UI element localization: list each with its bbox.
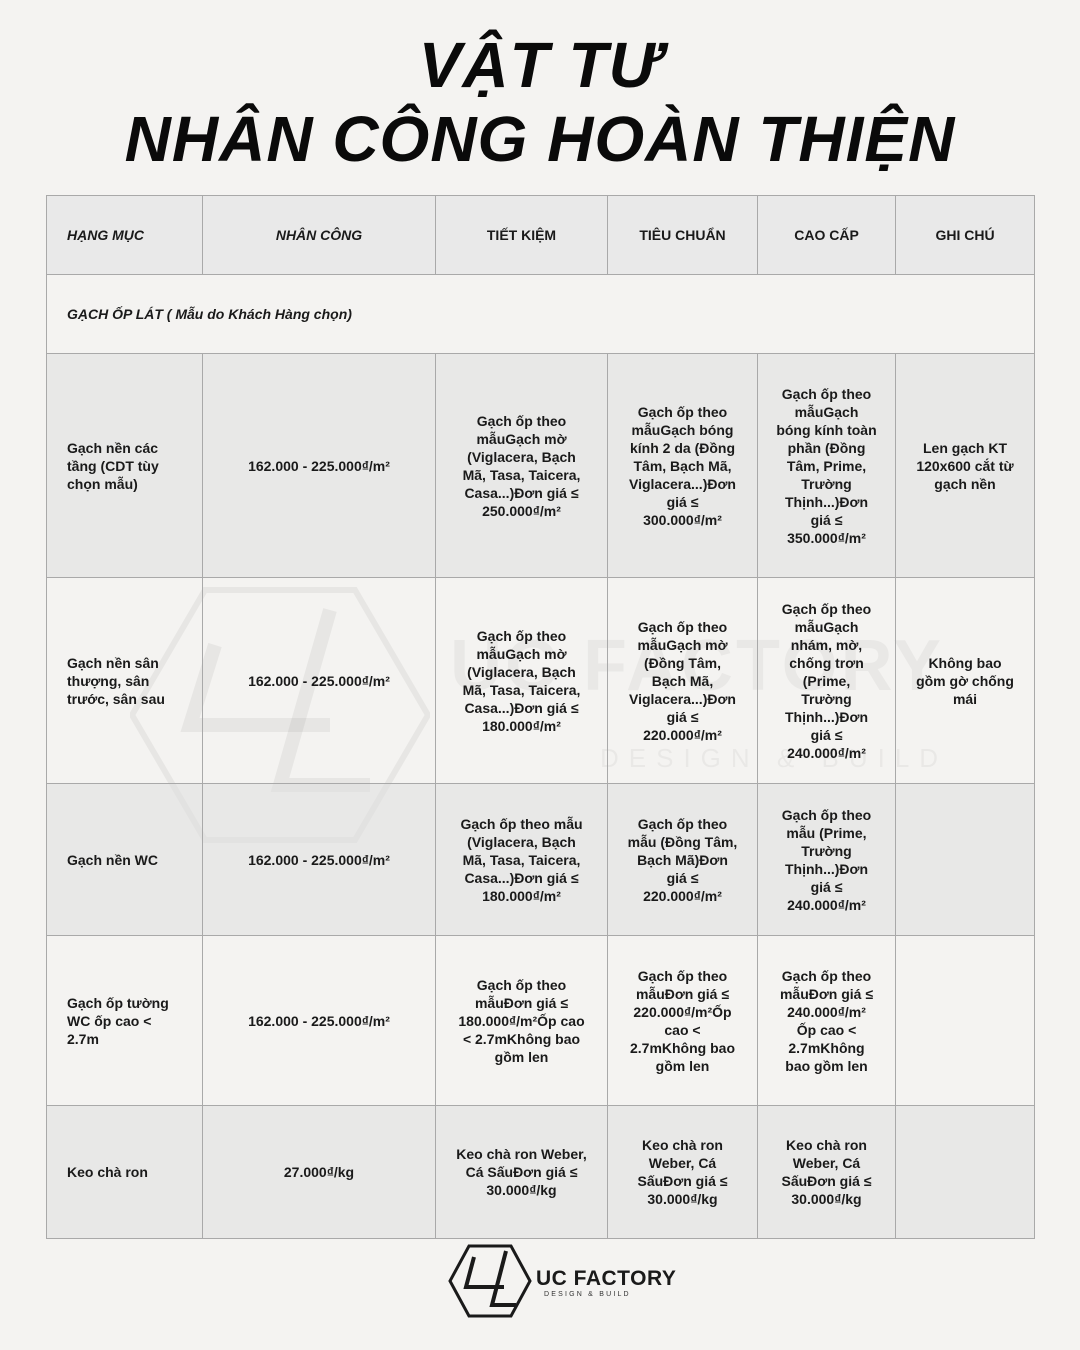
- table-row: [47, 578, 1035, 784]
- header-cao-cap: CAO CẤP: [758, 196, 896, 275]
- table-row: [47, 1106, 1035, 1239]
- cell-item: Gạch nền các tầng (CDT tùy chọn mẫu): [47, 354, 203, 578]
- cell-standard: Gạch ốp theo mẫu (Đồng Tâm, Bạch Mã)Đơn giá ≤ 220.000₫/m²: [608, 784, 758, 936]
- header-nhan-cong: NHÂN CÔNG: [203, 196, 436, 275]
- table-header-row: [47, 196, 1035, 275]
- cell-premium: Gạch ốp theo mẫuGạch bóng kính toàn phần (Đồng Tâm, Prime, Trường Thịnh...)Đơn giá ≤ 350.000₫/m²: [758, 354, 896, 578]
- cell-economy: Gạch ốp theo mẫuGạch mờ (Viglacera, Bạch Mã, Tasa, Taicera, Casa...)Đơn giá ≤ 250.000₫/m²: [436, 354, 608, 578]
- cell-item: Gạch nền sân thượng, sân trước, sân sau: [47, 578, 203, 784]
- table-row: [47, 784, 1035, 936]
- cell-standard: Keo chà ron Weber, Cá SấuĐơn giá ≤ 30.000₫/kg: [608, 1106, 758, 1239]
- cell-economy: Gạch ốp theo mẫuGạch mờ (Viglacera, Bạch Mã, Tasa, Taicera, Casa...)Đơn giá ≤ 180.000₫/m²: [436, 578, 608, 784]
- cell-economy: Gạch ốp theo mẫu (Viglacera, Bạch Mã, Tasa, Taicera, Casa...)Đơn giá ≤ 180.000₫/m²: [436, 784, 608, 936]
- cell-note: [896, 936, 1035, 1106]
- cell-note: [896, 1106, 1035, 1239]
- logo-tagline: DESIGN & BUILD: [544, 1291, 631, 1298]
- table-row: [47, 354, 1035, 578]
- cell-economy: Keo chà ron Weber, Cá SấuĐơn giá ≤ 30.000₫/kg: [436, 1106, 608, 1239]
- cell-labor: 162.000 - 225.000₫/m²: [203, 936, 436, 1106]
- cell-premium: Gạch ốp theo mẫuĐơn giá ≤ 240.000₫/m² Ốp cao < 2.7mKhông bao gồm len: [758, 936, 896, 1106]
- header-tiet-kiem: TIẾT KIỆM: [436, 196, 608, 275]
- uc-hexagon-logo-icon: [448, 1243, 532, 1319]
- cell-item: Gạch ốp tường WC ốp cao < 2.7m: [47, 936, 203, 1106]
- cell-premium: Gạch ốp theo mẫu (Prime, Trường Thịnh...)Đơn giá ≤ 240.000₫/m²: [758, 784, 896, 936]
- logo-brand: UC FACTORY: [536, 1267, 677, 1290]
- table-row: [47, 936, 1035, 1106]
- price-table: [46, 195, 1035, 1239]
- cell-standard: Gạch ốp theo mẫuGạch mờ (Đồng Tâm, Bạch Mã, Viglacera...)Đơn giá ≤ 220.000₫/m²: [608, 578, 758, 784]
- section-title: GẠCH ỐP LÁT ( Mẫu do Khách Hàng chọn): [47, 275, 1035, 354]
- cell-item: Gạch nền WC: [47, 784, 203, 936]
- cell-item: Keo chà ron: [47, 1106, 203, 1239]
- cell-economy: Gạch ốp theo mẫuĐơn giá ≤ 180.000₫/m²Ốp cao < 2.7mKhông bao gồm len: [436, 936, 608, 1106]
- header-hang-muc: HẠNG MỤC: [47, 196, 203, 275]
- cell-labor: 162.000 - 225.000₫/m²: [203, 578, 436, 784]
- cell-labor: 27.000₫/kg: [203, 1106, 436, 1239]
- header-tieu-chuan: TIÊU CHUẨN: [608, 196, 758, 275]
- section-row: [47, 275, 1035, 354]
- cell-premium: Keo chà ron Weber, Cá SấuĐơn giá ≤ 30.000₫/kg: [758, 1106, 896, 1239]
- title-line-1: VẬT TƯ: [418, 29, 662, 101]
- cell-note: [896, 784, 1035, 936]
- cell-premium: Gạch ốp theo mẫuGạch nhám, mờ, chống trơn (Prime, Trường Thịnh...)Đơn giá ≤ 240.000₫/m²: [758, 578, 896, 784]
- footer-logo: [448, 1243, 678, 1319]
- cell-note: Len gạch KT 120x600 cắt từ gạch nền: [896, 354, 1035, 578]
- page-title: [0, 28, 1080, 176]
- cell-labor: 162.000 - 225.000₫/m²: [203, 354, 436, 578]
- cell-labor: 162.000 - 225.000₫/m²: [203, 784, 436, 936]
- title-line-2: NHÂN CÔNG HOÀN THIỆN: [124, 103, 956, 175]
- cell-standard: Gạch ốp theo mẫuGạch bóng kính 2 da (Đồng Tâm, Bạch Mã, Viglacera...)Đơn giá ≤ 300.000₫/m²: [608, 354, 758, 578]
- cell-note: Không bao gồm gờ chống mái: [896, 578, 1035, 784]
- header-ghi-chu: GHI CHÚ: [896, 196, 1035, 275]
- cell-standard: Gạch ốp theo mẫuĐơn giá ≤ 220.000₫/m²Ốp cao < 2.7mKhông bao gồm len: [608, 936, 758, 1106]
